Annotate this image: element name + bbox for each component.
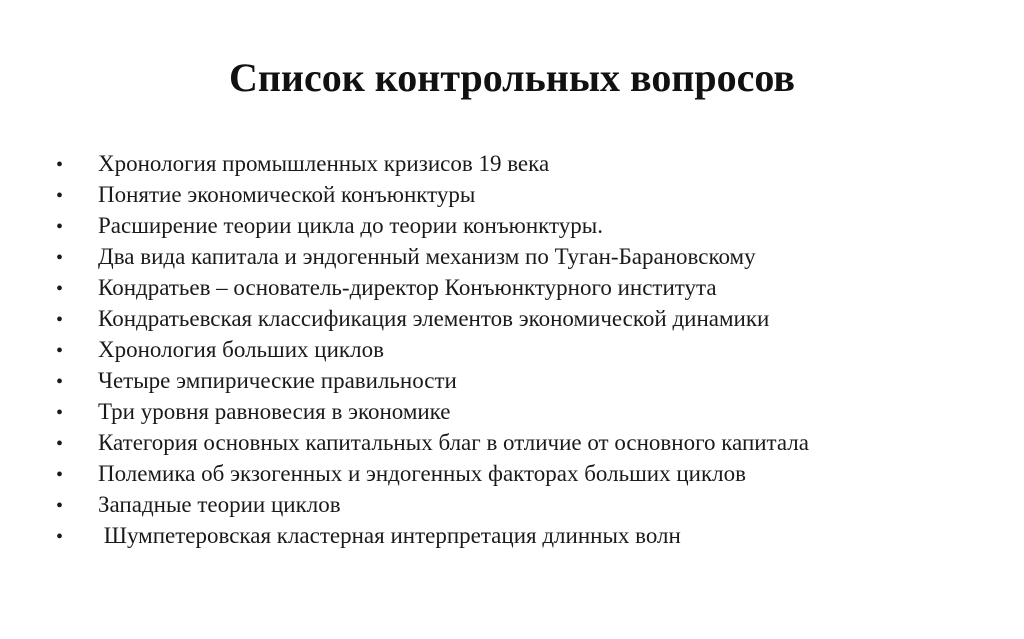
list-item-text: Понятие экономической конъюнктуры (98, 182, 476, 207)
list-item-text: Кондратьев – основатель-директор Конъюнктурного института (98, 275, 717, 300)
bullet-icon: • (56, 247, 64, 269)
list-item (56, 179, 809, 210)
list-item (56, 396, 809, 427)
bullet-icon: • (56, 185, 64, 207)
list-item (56, 210, 809, 241)
list-item-text: Шумпетеровская кластерная интерпретация длинных волн (98, 523, 681, 548)
list-item-text: Хронология промышленных кризисов 19 века (98, 151, 550, 176)
list-item-text: Три уровня равновесия в экономике (98, 399, 451, 424)
list-item-text: Полемика об экзогенных и эндогенных факторах больших циклов (98, 461, 746, 486)
list-item-text: Четыре эмпирические правильности (98, 368, 457, 393)
question-list (56, 148, 809, 551)
list-item (56, 303, 809, 334)
bullet-icon: • (56, 371, 64, 393)
bullet-icon: • (56, 216, 64, 238)
bullet-icon: • (56, 433, 64, 455)
list-item (56, 334, 809, 365)
bullet-icon: • (56, 154, 64, 176)
bullet-icon: • (56, 309, 64, 331)
list-item (56, 241, 809, 272)
list-item-text: Два вида капитала и эндогенный механизм по Туган-Барановскому (98, 244, 756, 269)
list-item (56, 272, 809, 303)
bullet-icon: • (56, 278, 64, 300)
list-item (56, 489, 809, 520)
slide-title: Список контрольных вопросов (228, 55, 796, 100)
bullet-icon: • (56, 526, 64, 548)
list-item (56, 148, 809, 179)
bullet-icon: • (56, 464, 64, 486)
bullet-icon: • (56, 495, 64, 517)
list-item-text: Хронология больших циклов (98, 337, 384, 362)
bullet-icon: • (56, 340, 64, 362)
list-item (56, 427, 809, 458)
list-item-text: Кондратьевская классификация элементов экономической динамики (98, 306, 770, 331)
list-item-text: Расширение теории цикла до теории конъюнктуры. (98, 213, 603, 238)
list-item (56, 365, 809, 396)
list-item (56, 520, 809, 551)
bullet-icon: • (56, 402, 64, 424)
list-item-text: Категория основных капитальных благ в отличие от основного капитала (98, 430, 809, 455)
list-item (56, 458, 809, 489)
list-item-text: Западные теории циклов (98, 492, 341, 517)
